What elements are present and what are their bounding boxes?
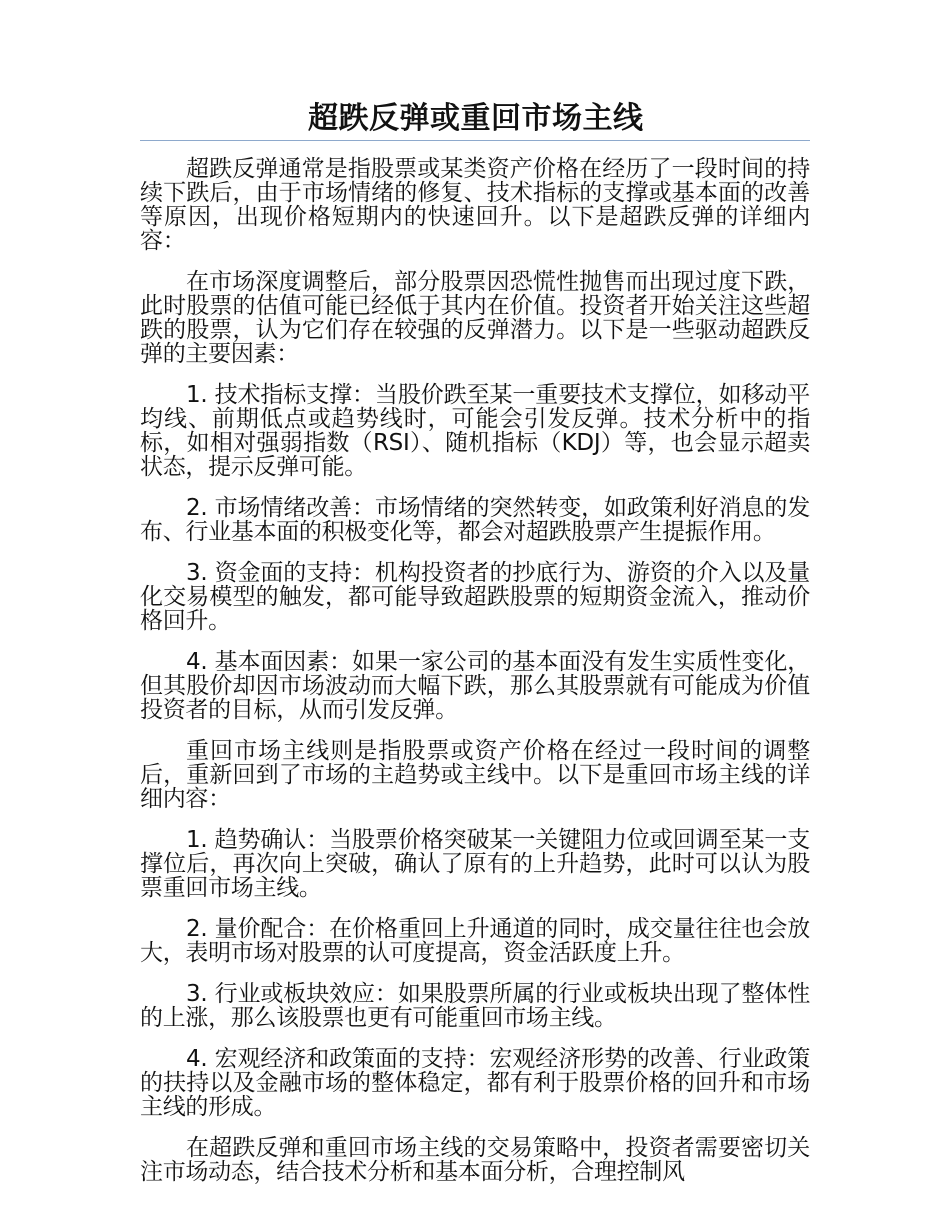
paragraph: 重回市场主线则是指股票或资产价格在经过一段时间的调整后，重新回到了市场的主趋势或主线中。以下是重回市场主线的详细内容： (140, 738, 810, 812)
document-page (140, 100, 810, 1184)
paragraph: 超跌反弹通常是指股票或某类资产价格在经历了一段时间的持续下跌后，由于市场情绪的修复、技术指标的支撑或基本面的改善等原因，出现价格短期内的快速回升。以下是超跌反弹的详细内容： (140, 156, 810, 254)
paragraph: 3. 行业或板块效应：如果股票所属的行业或板块出现了整体性的上涨，那么该股票也更有可能重回市场主线。 (140, 981, 810, 1031)
paragraph: 在市场深度调整后，部分股票因恐慌性抛售而出现过度下跌，此时股票的估值可能已经低于其内在价值。投资者开始关注这些超跌的股票，认为它们存在较强的反弹潜力。以下是一些驱动超跌反弹的主要因素： (140, 269, 810, 367)
paragraph: 2. 市场情绪改善：市场情绪的突然转变，如政策利好消息的发布、行业基本面的积极变化等，都会对超跌股票产生提振作用。 (140, 495, 810, 545)
paragraph: 1. 技术指标支撑：当股价跌至某一重要技术支撑位，如移动平均线、前期低点或趋势线时，可能会引发反弹。技术分析中的指标，如相对强弱指数（RSI）、随机指标（KDJ）等，也会显示超卖状态，提示反弹可能。 (140, 382, 810, 480)
paragraph: 4. 基本面因素：如果一家公司的基本面没有发生实质性变化，但其股价却因市场波动而大幅下跌，那么其股票就有可能成为价值投资者的目标，从而引发反弹。 (140, 649, 810, 723)
document-title: 超跌反弹或重回市场主线 (308, 101, 644, 136)
paragraph: 4. 宏观经济和政策面的支持：宏观经济形势的改善、行业政策的扶持以及金融市场的整体稳定，都有利于股票价格的回升和市场主线的形成。 (140, 1046, 810, 1120)
paragraph: 2. 量价配合：在价格重回上升通道的同时，成交量往往也会放大，表明市场对股票的认可度提高，资金活跃度上升。 (140, 916, 810, 966)
document-body (140, 157, 810, 1184)
title-underline (140, 140, 810, 141)
paragraph: 3. 资金面的支持：机构投资者的抄底行为、游资的介入以及量化交易模型的触发，都可能导致超跌股票的短期资金流入，推动价格回升。 (140, 560, 810, 634)
paragraph: 1. 趋势确认：当股票价格突破某一关键阻力位或回调至某一支撑位后，再次向上突破，确认了原有的上升趋势，此时可以认为股票重回市场主线。 (140, 827, 810, 901)
paragraph: 在超跌反弹和重回市场主线的交易策略中，投资者需要密切关注市场动态，结合技术分析和基本面分析，合理控制风 (140, 1135, 810, 1185)
